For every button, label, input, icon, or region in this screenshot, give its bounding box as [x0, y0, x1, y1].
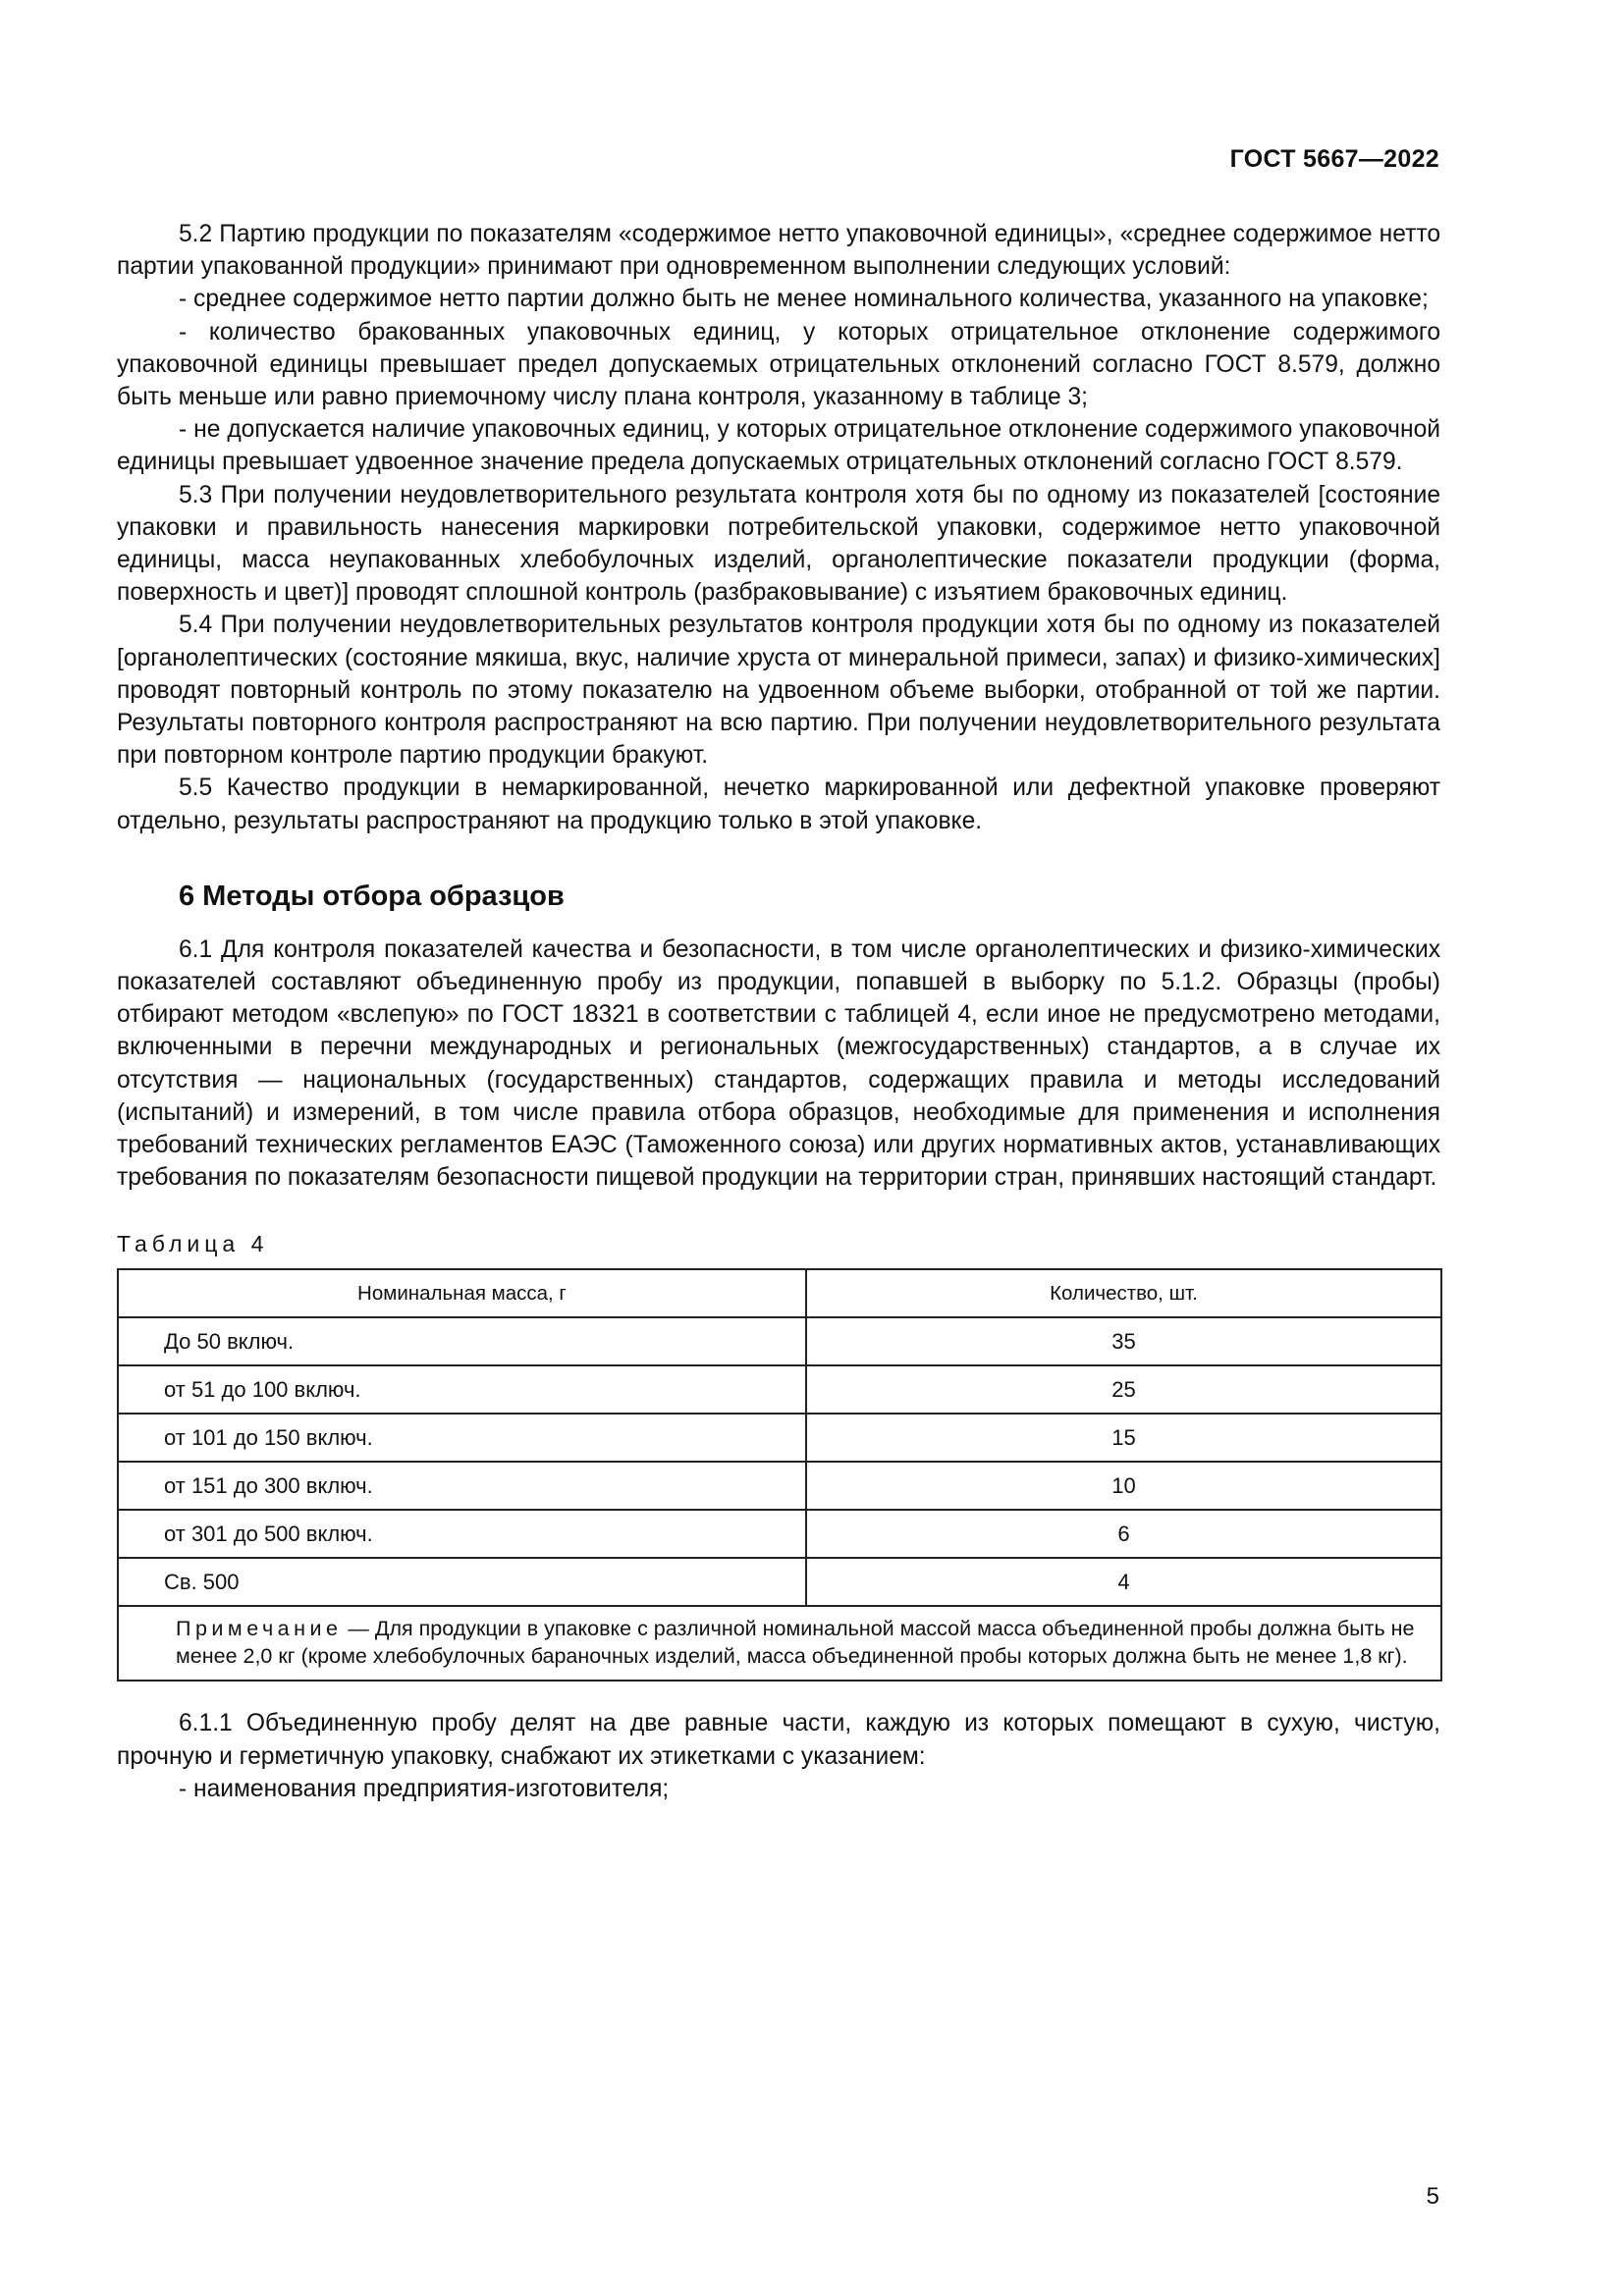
- list-item: - количество бракованных упаковочных единиц, у которых отрицательное отклонение содержимого упаковочной единицы превышает предел допускаемых отрицательных отклонений согласно ГОСТ 8.579, должно быть меньше или равно приемочному числу плана контроля, указанному в таблице 3;: [117, 318, 1440, 411]
- list-item: - среднее содержимое нетто партии должно быть не менее номинального количества, указанного на упаковке;: [179, 286, 1429, 313]
- table-row: [118, 1317, 1441, 1365]
- table-row: [118, 1414, 1441, 1462]
- paragraph-6-1: 6.1 Для контроля показателей качества и безопасности, в том числе органолептических и физико-химических показателей составляют объединенную пробу из продукции, попавшей в выборку по 5.1.2. Образцы (пробы) отбирают методом «вслепую» по ГОСТ 18321 в соответствии с таблицей 4, если иное не предусмотрено методами, включенными в перечни международных и региональных (межгосударственных) стандартов, а в случае их отсутствия — национальных (государственных) стандартов, содержащих правила и методы исследований (испытаний) и измерений, в том числе правила отбора образцов, необходимые для применения и исполнения требований технических регламентов ЕАЭС (Таможенного союза) или других нормативных актов, устанавливающих требования по показателям безопасности пищевой продукции на территории стран, принявших настоящий стандарт.: [117, 935, 1440, 1192]
- cell-mass: от 101 до 150 включ.: [118, 1414, 806, 1462]
- paragraph-5-2: 5.2 Партию продукции по показателям «содержимое нетто упаковочной единицы», «среднее содержимое нетто партии упакованной продукции» принимают при одновременном выполнении следующих условий:: [117, 221, 1440, 281]
- cell-mass: от 51 до 100 включ.: [118, 1365, 806, 1414]
- table-note-row: [118, 1606, 1441, 1681]
- note-text: — Для продукции в упаковке с различной номинальной массой масса объединенной пробы должна быть не менее 2,0 кг (кроме хлебобулочных бараночных изделий, масса объединенной пробы которых должна быть не менее 1,8 кг).: [176, 1617, 1415, 1668]
- after-table-block: [117, 1707, 1440, 1805]
- document-body: [117, 218, 1440, 1805]
- page-number: 5: [1426, 2183, 1439, 2210]
- cell-quantity: 6: [806, 1510, 1441, 1558]
- table-note: [118, 1606, 1441, 1681]
- cell-mass: от 151 до 300 включ.: [118, 1462, 806, 1510]
- column-header-quantity: Количество, шт.: [806, 1269, 1441, 1317]
- note-label: Примечание: [176, 1617, 343, 1641]
- table-row: [118, 1462, 1441, 1510]
- cell-mass: До 50 включ.: [118, 1317, 806, 1365]
- table-header-row: [118, 1269, 1441, 1317]
- cell-quantity: 25: [806, 1365, 1441, 1414]
- cell-mass: Св. 500: [118, 1558, 806, 1606]
- paragraph-5-5: 5.5 Качество продукции в немаркированной, нечетко маркированной или дефектной упаковке проверяют отдельно, результаты распространяют на продукцию только в этой упаковке.: [117, 774, 1440, 834]
- cell-quantity: 4: [806, 1558, 1441, 1606]
- section-heading-6: 6 Методы отбора образцов: [179, 880, 565, 912]
- table-row: [118, 1365, 1441, 1414]
- cell-quantity: 15: [806, 1414, 1441, 1462]
- paragraph-6-1-1: 6.1.1 Объединенную пробу делят на две равные части, каждую из которых помещают в сухую, чистую, прочную и герметичную упаковку, снабжают их этикетками с указанием:: [117, 1710, 1440, 1770]
- column-header-mass: Номинальная масса, г: [118, 1269, 806, 1317]
- table-4: [117, 1268, 1442, 1682]
- list-item: - наименования предприятия-изготовителя;: [179, 1775, 670, 1802]
- cell-quantity: 10: [806, 1462, 1441, 1510]
- list-item: - не допускается наличие упаковочных единиц, у которых отрицательное отклонение содержимого упаковочной единицы превышает удвоенное значение предела допускаемых отрицательных отклонений согласно ГОСТ 8.579.: [117, 416, 1440, 476]
- document-header: ГОСТ 5667—2022: [1229, 145, 1439, 173]
- paragraph-5-4: 5.4 При получении неудовлетворительных результатов контроля продукции хотя бы по одному из показателей [органолептических (состояние мякиша, вкус, наличие хруста от минеральной примеси, запах) и физико-химических] проводят повторный контроль по этому показателю на удвоенном объеме выборки, отобранной от той же партии. Результаты повторного контроля распространяют на всю партию. При получении неудовлетворительного результата при повторном контроле партию продукции бракуют.: [117, 612, 1440, 770]
- table-row: [118, 1510, 1441, 1558]
- paragraph-5-3: 5.3 При получении неудовлетворительного результата контроля хотя бы по одному из показателей [состояние упаковки и правильность нанесения маркировки потребительской упаковки, содержимое нетто упаковочной единицы, масса неупакованных хлебобулочных изделий, органолептические показатели продукции (форма, поверхность и цвет)] проводят сплошной контроль (разбраковывание) с изъятием браковочных единиц.: [117, 481, 1440, 607]
- cell-quantity: 35: [806, 1317, 1441, 1365]
- table-caption: Таблица 4: [117, 1231, 269, 1257]
- table-row: [118, 1558, 1441, 1606]
- cell-mass: от 301 до 500 включ.: [118, 1510, 806, 1558]
